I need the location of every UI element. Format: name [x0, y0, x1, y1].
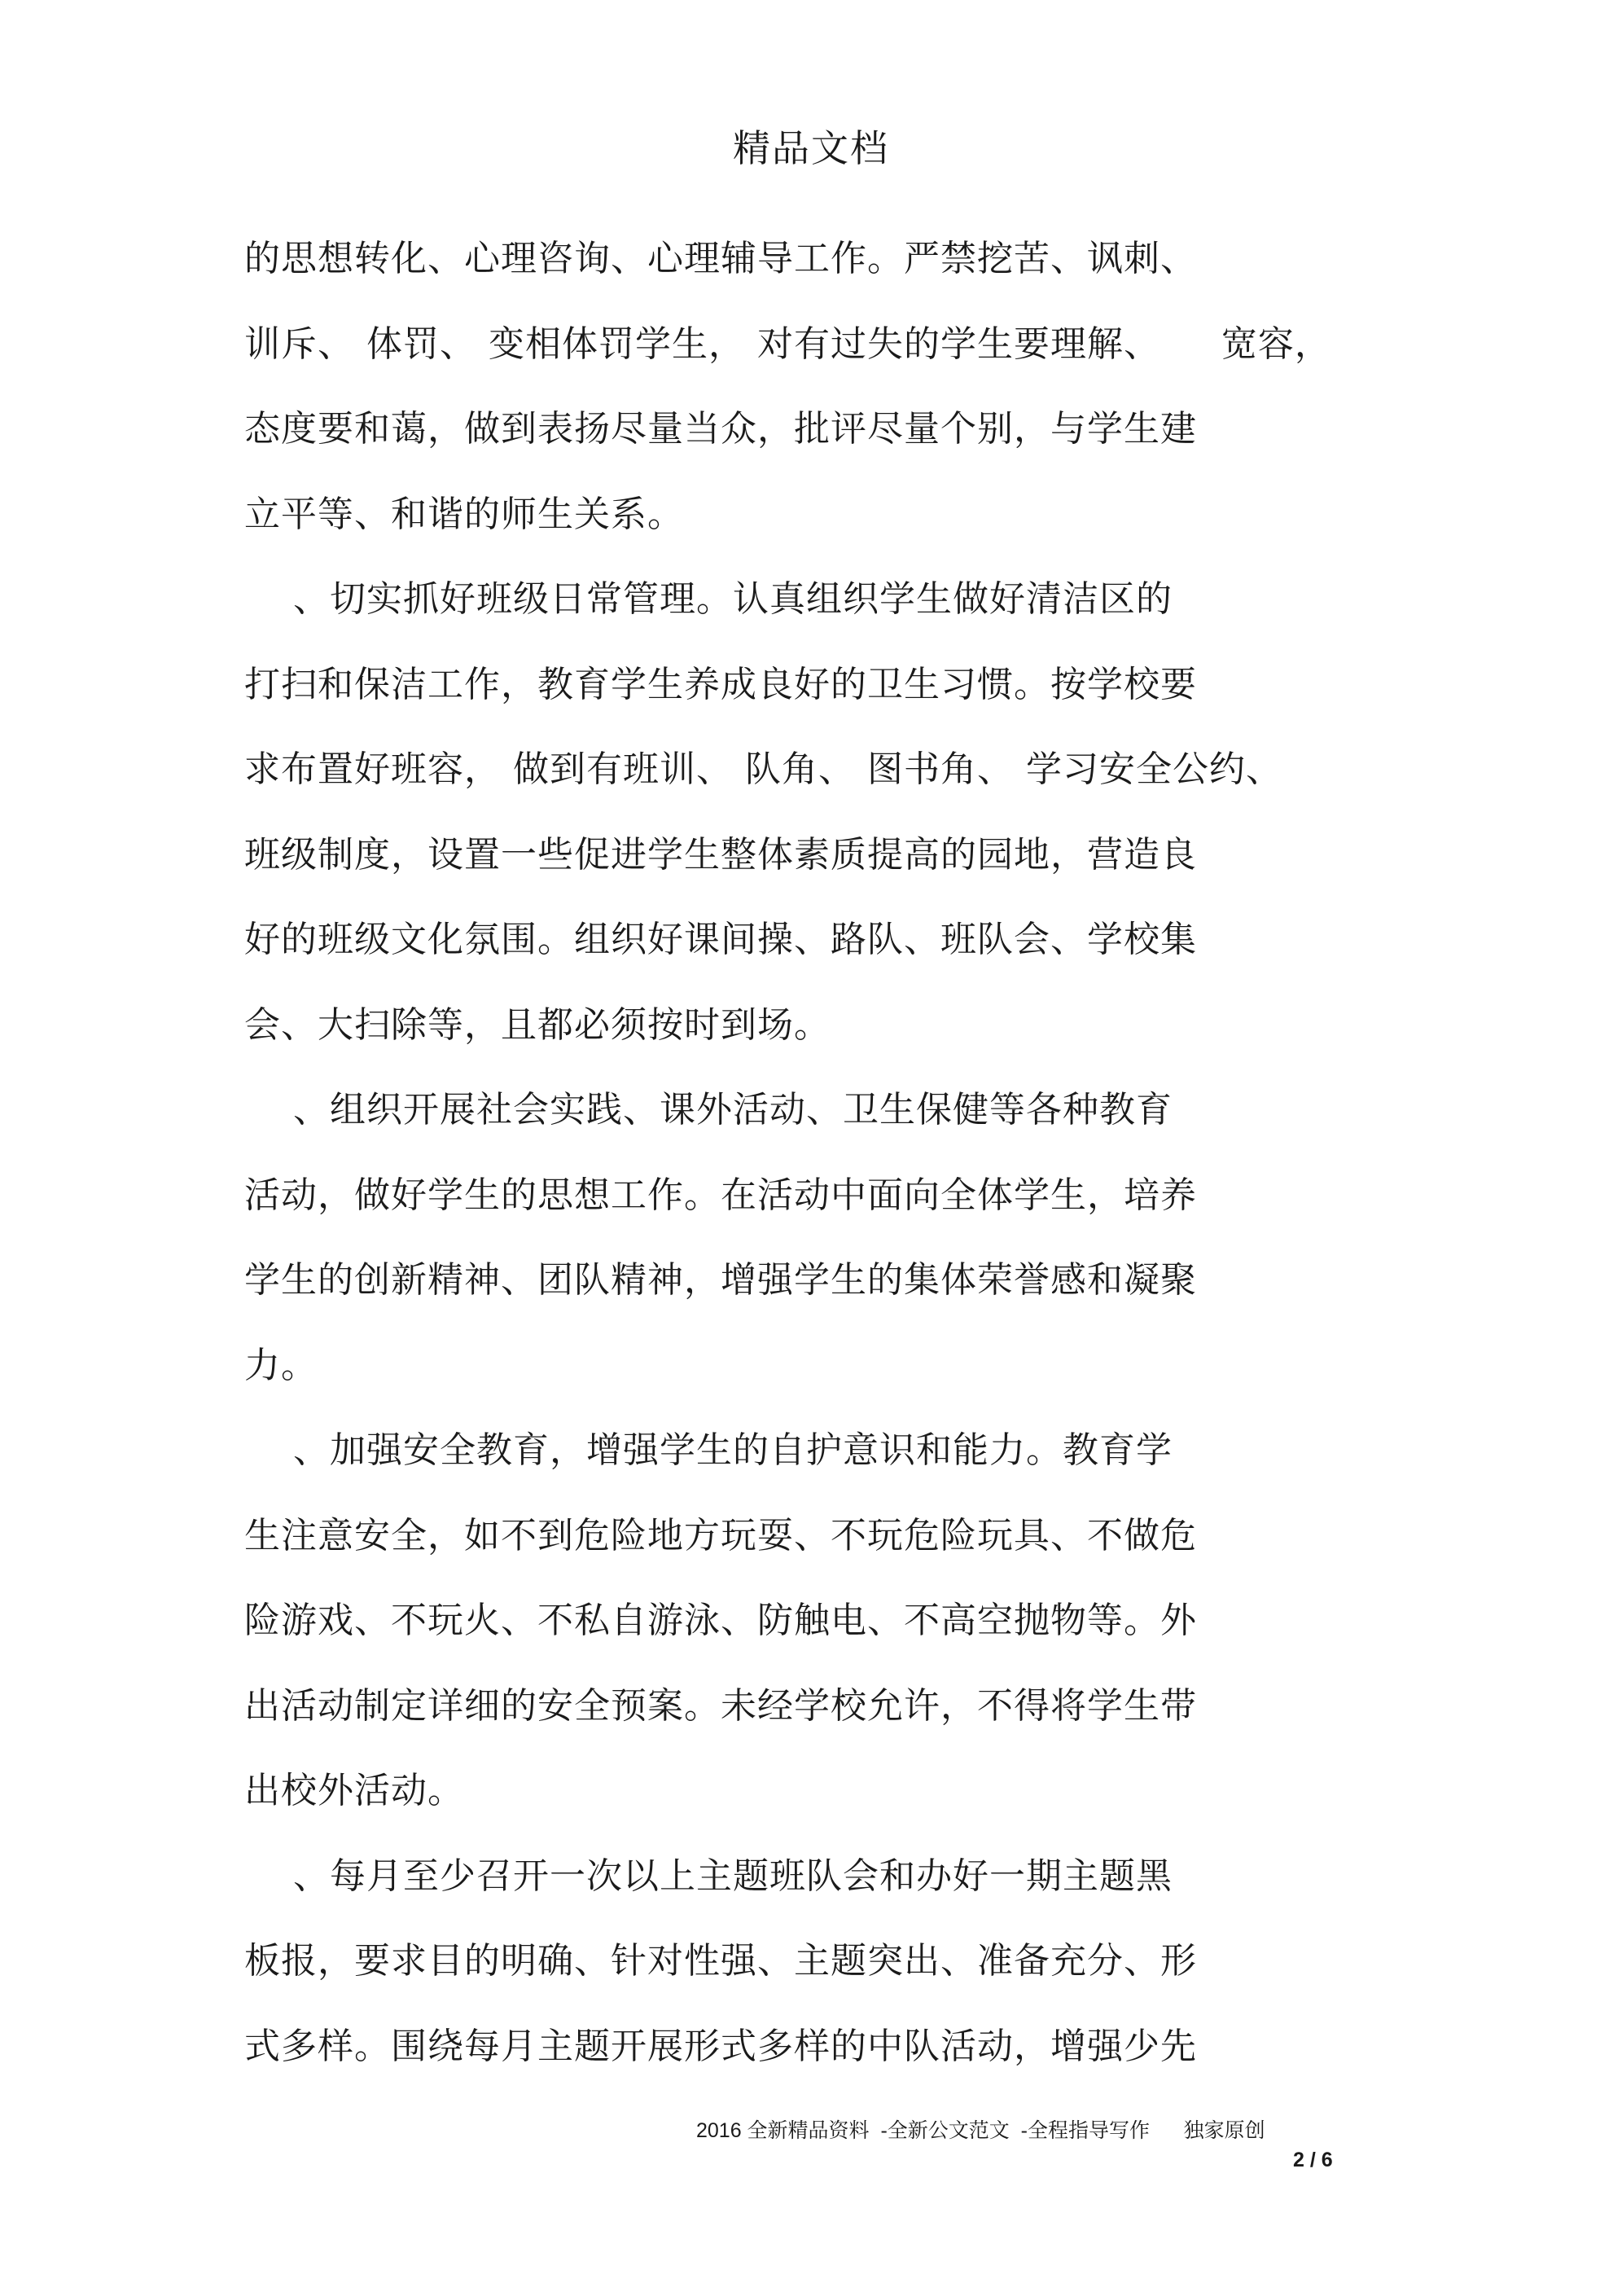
text-line: 的思想转化、心理咨询、心理辅导工作。严禁挖苦、讽刺、 [244, 238, 1197, 279]
text-line: 训斥、 体罚、 变相体罚学生， 对有过失的学生要理解、 宽容， [244, 323, 1331, 365]
text-line: 出校外活动。 [244, 1770, 464, 1811]
text-line: 、每月至少召开一次以上主题班队会和办好一期主题黑 [244, 1855, 1173, 1897]
text-line: 求布置好班容， 做到有班训、 队角、 图书角、 学习安全公约、 [244, 749, 1282, 790]
text-line: 板报，要求目的明确、针对性强、主题突出、准备充分、形 [244, 1940, 1197, 1982]
text-line: 、加强安全教育，增强学生的自护意识和能力。教育学 [244, 1429, 1173, 1471]
text-line: 生注意安全，如不到危险地方玩耍、不玩危险玩具、不做危 [244, 1514, 1197, 1556]
text-line: 立平等、和谐的师生关系。 [244, 493, 684, 535]
text-line: 、组织开展社会实践、课外活动、卫生保健等各种教育 [244, 1089, 1173, 1130]
text-line: 态度要和蔼，做到表扬尽量当众，批评尽量个别，与学生建 [244, 408, 1197, 450]
text-line: 出活动制定详细的安全预案。未经学校允许，不得将学生带 [244, 1684, 1197, 1727]
text-line: 班级制度，设置一些促进学生整体素质提高的园地，营造良 [244, 833, 1197, 876]
document-body [244, 217, 1425, 2089]
footer-text: 2016 全新精品资料 -全新公文范文 -全程指导写作 独家原创 [696, 2119, 1265, 2142]
text-line: 会、大扫除等，且都必须按时到场。 [244, 1003, 831, 1046]
text-line: 打扫和保洁工作，教育学生养成良好的卫生习惯。按学校要 [244, 663, 1197, 705]
text-line: 险游戏、不玩火、不私自游泳、防触电、不高空抛物等。外 [244, 1600, 1197, 1641]
page-number: 2 / 6 [1293, 2149, 1333, 2171]
text-line: 力。 [244, 1344, 318, 1386]
text-line: 学生的创新精神、团队精神，增强学生的集体荣誉感和凝聚 [244, 1259, 1197, 1301]
text-line: 活动，做好学生的思想工作。在活动中面向全体学生，培养 [244, 1174, 1197, 1216]
page-header-title: 精品文档 [733, 126, 889, 170]
text-line: 、切实抓好班级日常管理。认真组织学生做好清洁区的 [244, 578, 1173, 620]
text-line: 好的班级文化氛围。组织好课间操、路队、班队会、学校集 [244, 919, 1197, 960]
text-line: 式多样。围绕每月主题开展形式多样的中队活动，增强少先 [244, 2025, 1197, 2067]
